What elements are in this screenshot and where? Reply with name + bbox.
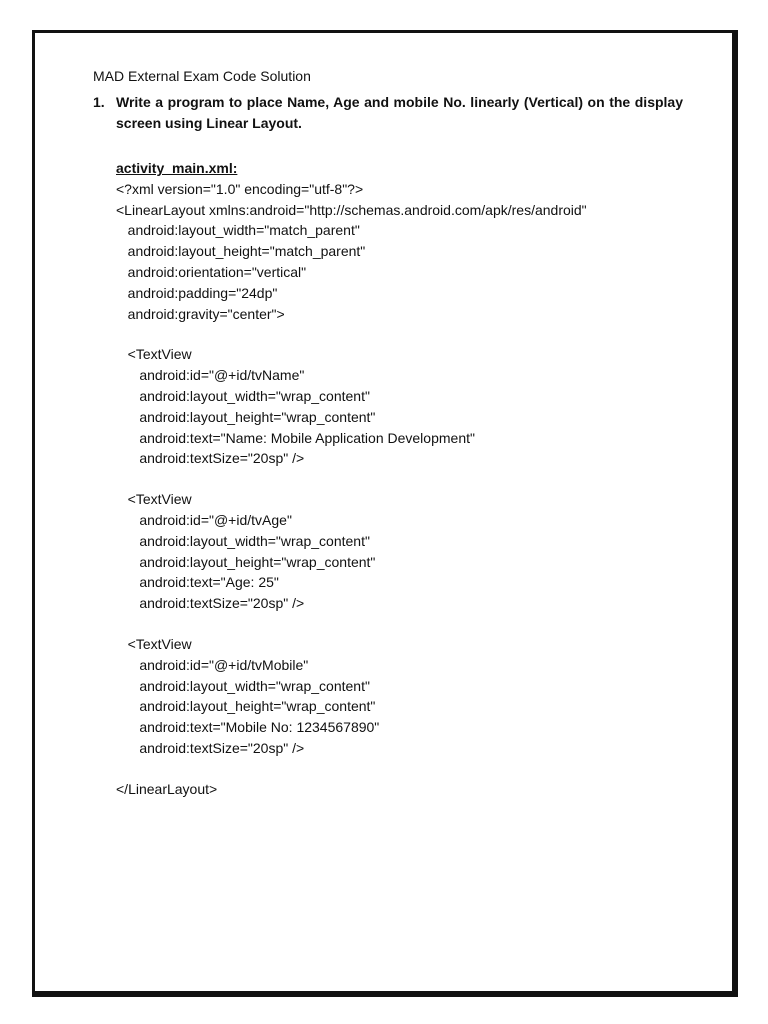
- code-line: android:layout_width="wrap_content": [116, 387, 370, 404]
- blank-line: [116, 469, 683, 489]
- code-line: </LinearLayout>: [116, 780, 218, 797]
- code-line: android:text="Age: 25": [116, 574, 279, 591]
- code-line: <TextView: [116, 635, 192, 652]
- code-line: android:textSize="20sp" />: [116, 739, 305, 756]
- code-line: android:text="Name: Mobile Application Development": [116, 429, 475, 446]
- code-line: android:layout_height="wrap_content": [116, 698, 376, 715]
- code-line: android:orientation="vertical": [116, 263, 307, 280]
- code-line: android:layout_height="wrap_content": [116, 553, 376, 570]
- code-line: android:layout_height="match_parent": [116, 243, 366, 260]
- document-content: [93, 66, 683, 800]
- code-block: [116, 158, 683, 800]
- code-line: <TextView: [116, 491, 192, 508]
- code-line: android:textSize="20sp" />: [116, 450, 305, 467]
- question-number: 1.: [93, 94, 105, 110]
- blank-line: [116, 759, 683, 779]
- code-line: android:id="@+id/tvName": [116, 367, 305, 384]
- code-line: android:gravity="center">: [116, 305, 285, 322]
- code-line: android:layout_width="wrap_content": [116, 532, 370, 549]
- code-line: <LinearLayout xmlns:android="http://schemas.android.com/apk/res/android": [116, 201, 587, 218]
- blank-line: [116, 614, 683, 634]
- code-lines: [116, 179, 683, 800]
- code-line: android:id="@+id/tvMobile": [116, 656, 309, 673]
- code-line: android:layout_width="wrap_content": [116, 677, 370, 694]
- document-title: MAD External Exam Code Solution: [93, 68, 311, 84]
- code-line: <?xml version="1.0" encoding="utf-8"?>: [116, 180, 364, 197]
- question-1: [93, 92, 683, 134]
- code-line: android:layout_width="match_parent": [116, 222, 360, 239]
- file-heading: activity_main.xml:: [116, 160, 238, 176]
- code-line: <TextView: [116, 346, 192, 363]
- question-text: Write a program to place Name, Age and mobile No. linearly (Vertical) on the display screen using Linear Layout.: [116, 94, 683, 131]
- blank-line: [116, 324, 683, 344]
- code-line: android:id="@+id/tvAge": [116, 511, 292, 528]
- code-line: android:layout_height="wrap_content": [116, 408, 376, 425]
- code-line: android:text="Mobile No: 1234567890": [116, 719, 380, 736]
- code-line: android:padding="24dp": [116, 284, 278, 301]
- code-line: android:textSize="20sp" />: [116, 595, 305, 612]
